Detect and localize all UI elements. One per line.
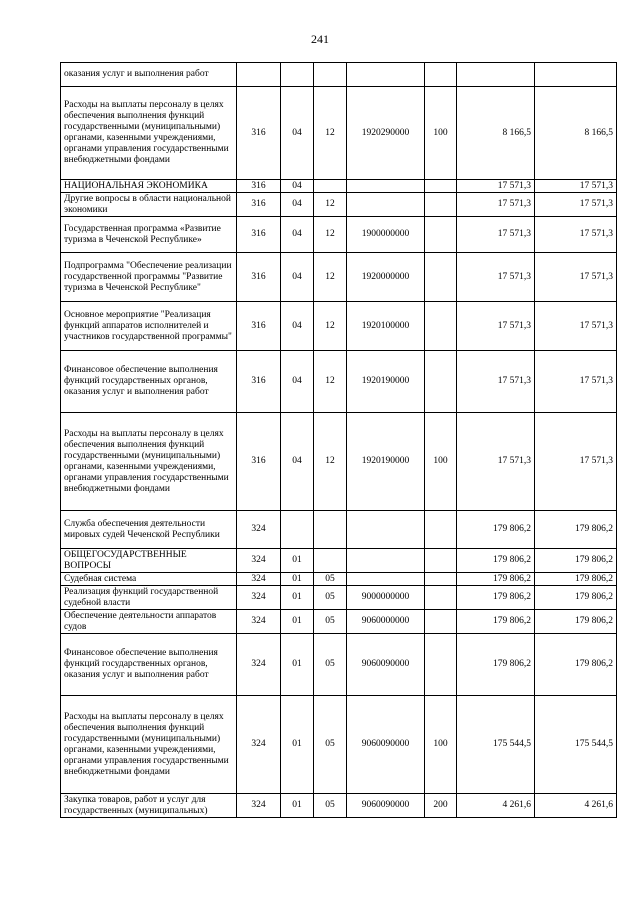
subsection-code: [314, 63, 347, 87]
row-name: оказания услуг и выполнения работ: [61, 63, 237, 87]
amount-year-1: 17 571,3: [457, 302, 535, 351]
amount-year-2: 179 806,2: [535, 549, 617, 573]
amount-year-1: 179 806,2: [457, 549, 535, 573]
expense-type-code: [425, 180, 457, 193]
section-code: 04: [281, 413, 314, 511]
row-name: Расходы на выплаты персоналу в целях обеспечения выполнения функций государственными (муниципальными) органами, казенными учреждениями, органами управления государственными внебюджетными фондами: [61, 696, 237, 794]
amount-year-1: [457, 63, 535, 87]
ministry-code: 324: [237, 511, 281, 549]
amount-year-1: 8 166,5: [457, 87, 535, 180]
subsection-code: [314, 180, 347, 193]
amount-year-2: 17 571,3: [535, 413, 617, 511]
amount-year-2: 175 544,5: [535, 696, 617, 794]
section-code: 04: [281, 180, 314, 193]
section-code: [281, 63, 314, 87]
subsection-code: 05: [314, 586, 347, 610]
expense-type-code: [425, 511, 457, 549]
table-row: [61, 217, 617, 253]
amount-year-2: 17 571,3: [535, 351, 617, 413]
table-row: [61, 193, 617, 217]
row-name: Расходы на выплаты персоналу в целях обеспечения выполнения функций государственными (муниципальными) органами, казенными учреждениями, органами управления государственными внебюджетными фондами: [61, 413, 237, 511]
amount-year-1: 4 261,6: [457, 794, 535, 818]
section-code: 01: [281, 794, 314, 818]
expense-type-code: 100: [425, 87, 457, 180]
row-name: Расходы на выплаты персоналу в целях обеспечения выполнения функций государственными (муниципальными) органами, казенными учреждениями, органами управления государственными внебюджетными фондами: [61, 87, 237, 180]
subsection-code: 12: [314, 413, 347, 511]
amount-year-2: 17 571,3: [535, 180, 617, 193]
section-code: 01: [281, 634, 314, 696]
amount-year-1: 17 571,3: [457, 193, 535, 217]
ministry-code: 324: [237, 696, 281, 794]
section-code: 01: [281, 696, 314, 794]
target-article-code: 9060090000: [347, 634, 425, 696]
section-code: 04: [281, 217, 314, 253]
section-code: 01: [281, 549, 314, 573]
amount-year-2: 17 571,3: [535, 217, 617, 253]
target-article-code: 1920100000: [347, 302, 425, 351]
amount-year-1: 17 571,3: [457, 217, 535, 253]
amount-year-1: 179 806,2: [457, 634, 535, 696]
ministry-code: 324: [237, 586, 281, 610]
target-article-code: 1920190000: [347, 413, 425, 511]
row-name: Судебная система: [61, 573, 237, 586]
section-code: 01: [281, 586, 314, 610]
ministry-code: 316: [237, 351, 281, 413]
expense-type-code: [425, 549, 457, 573]
expense-type-code: [425, 193, 457, 217]
target-article-code: 1920290000: [347, 87, 425, 180]
row-name: Закупка товаров, работ и услуг для государственных (муниципальных): [61, 794, 237, 818]
target-article-code: [347, 193, 425, 217]
expense-type-code: [425, 351, 457, 413]
table-row: [61, 549, 617, 573]
ministry-code: 324: [237, 634, 281, 696]
target-article-code: 1900000000: [347, 217, 425, 253]
amount-year-2: 179 806,2: [535, 634, 617, 696]
budget-table: [60, 62, 617, 818]
table-row: [61, 586, 617, 610]
expense-type-code: [425, 634, 457, 696]
ministry-code: 316: [237, 217, 281, 253]
row-name: Основное мероприятие "Реализация функций аппаратов исполнителей и участников государственной программы": [61, 302, 237, 351]
ministry-code: 316: [237, 87, 281, 180]
amount-year-2: 179 806,2: [535, 586, 617, 610]
subsection-code: 12: [314, 217, 347, 253]
target-article-code: 9000000000: [347, 586, 425, 610]
row-name: ОБЩЕГОСУДАРСТВЕННЫЕ ВОПРОСЫ: [61, 549, 237, 573]
expense-type-code: [425, 63, 457, 87]
subsection-code: 12: [314, 253, 347, 302]
table-row: [61, 253, 617, 302]
table-row: [61, 634, 617, 696]
ministry-code: 324: [237, 610, 281, 634]
ministry-code: 316: [237, 193, 281, 217]
amount-year-1: 179 806,2: [457, 511, 535, 549]
table-row: [61, 351, 617, 413]
section-code: 04: [281, 351, 314, 413]
row-name: Обеспечение деятельности аппаратов судов: [61, 610, 237, 634]
target-article-code: [347, 573, 425, 586]
table-row: [61, 87, 617, 180]
ministry-code: 324: [237, 549, 281, 573]
subsection-code: 12: [314, 193, 347, 217]
amount-year-2: 4 261,6: [535, 794, 617, 818]
section-code: 04: [281, 302, 314, 351]
target-article-code: 9060000000: [347, 610, 425, 634]
section-code: 04: [281, 253, 314, 302]
row-name: Служба обеспечения деятельности мировых судей Чеченской Республики: [61, 511, 237, 549]
target-article-code: 1920000000: [347, 253, 425, 302]
subsection-code: [314, 549, 347, 573]
expense-type-code: 100: [425, 696, 457, 794]
row-name: Подпрограмма "Обеспечение реализации государственной программы "Развитие туризма в Чеченской Республике": [61, 253, 237, 302]
expense-type-code: 200: [425, 794, 457, 818]
subsection-code: 05: [314, 696, 347, 794]
amount-year-1: 17 571,3: [457, 413, 535, 511]
amount-year-1: 179 806,2: [457, 610, 535, 634]
subsection-code: [314, 511, 347, 549]
expense-type-code: [425, 253, 457, 302]
target-article-code: 1920190000: [347, 351, 425, 413]
amount-year-2: 179 806,2: [535, 511, 617, 549]
target-article-code: [347, 63, 425, 87]
section-code: 01: [281, 610, 314, 634]
subsection-code: 12: [314, 351, 347, 413]
ministry-code: 316: [237, 180, 281, 193]
row-name: Финансовое обеспечение выполнения функций государственных органов, оказания услуг и выполнения работ: [61, 634, 237, 696]
target-article-code: 9060090000: [347, 696, 425, 794]
subsection-code: 05: [314, 794, 347, 818]
amount-year-1: 175 544,5: [457, 696, 535, 794]
expense-type-code: [425, 586, 457, 610]
target-article-code: [347, 549, 425, 573]
table-row: [61, 696, 617, 794]
ministry-code: 324: [237, 794, 281, 818]
ministry-code: 316: [237, 253, 281, 302]
amount-year-2: 179 806,2: [535, 573, 617, 586]
section-code: 04: [281, 87, 314, 180]
subsection-code: 05: [314, 573, 347, 586]
table-row: [61, 610, 617, 634]
subsection-code: 05: [314, 610, 347, 634]
amount-year-2: [535, 63, 617, 87]
row-name: НАЦИОНАЛЬНАЯ ЭКОНОМИКА: [61, 180, 237, 193]
row-name: Финансовое обеспечение выполнения функций государственных органов, оказания услуг и выполнения работ: [61, 351, 237, 413]
amount-year-1: 17 571,3: [457, 253, 535, 302]
expense-type-code: [425, 573, 457, 586]
amount-year-1: 179 806,2: [457, 573, 535, 586]
row-name: Реализация функций государственной судебной власти: [61, 586, 237, 610]
amount-year-1: 17 571,3: [457, 351, 535, 413]
section-code: 04: [281, 193, 314, 217]
expense-type-code: [425, 610, 457, 634]
target-article-code: 9060090000: [347, 794, 425, 818]
expense-type-code: [425, 302, 457, 351]
expense-type-code: 100: [425, 413, 457, 511]
table-row: [61, 573, 617, 586]
page-number: 241: [311, 32, 329, 46]
table-body: [61, 63, 617, 818]
target-article-code: [347, 180, 425, 193]
subsection-code: 12: [314, 302, 347, 351]
section-code: 01: [281, 573, 314, 586]
table-row: [61, 794, 617, 818]
row-name: Другие вопросы в области национальной экономики: [61, 193, 237, 217]
table-row: [61, 302, 617, 351]
target-article-code: [347, 511, 425, 549]
subsection-code: 12: [314, 87, 347, 180]
row-name: Государственная программа «Развитие туризма в Чеченской Республике»: [61, 217, 237, 253]
table-row: [61, 413, 617, 511]
expense-type-code: [425, 217, 457, 253]
ministry-code: 316: [237, 302, 281, 351]
amount-year-2: 17 571,3: [535, 253, 617, 302]
table-row: [61, 63, 617, 87]
subsection-code: 05: [314, 634, 347, 696]
amount-year-2: 17 571,3: [535, 302, 617, 351]
ministry-code: 324: [237, 573, 281, 586]
table-row: [61, 511, 617, 549]
amount-year-1: 179 806,2: [457, 586, 535, 610]
amount-year-1: 17 571,3: [457, 180, 535, 193]
ministry-code: [237, 63, 281, 87]
ministry-code: 316: [237, 413, 281, 511]
amount-year-2: 17 571,3: [535, 193, 617, 217]
table-row: [61, 180, 617, 193]
amount-year-2: 179 806,2: [535, 610, 617, 634]
amount-year-2: 8 166,5: [535, 87, 617, 180]
section-code: [281, 511, 314, 549]
